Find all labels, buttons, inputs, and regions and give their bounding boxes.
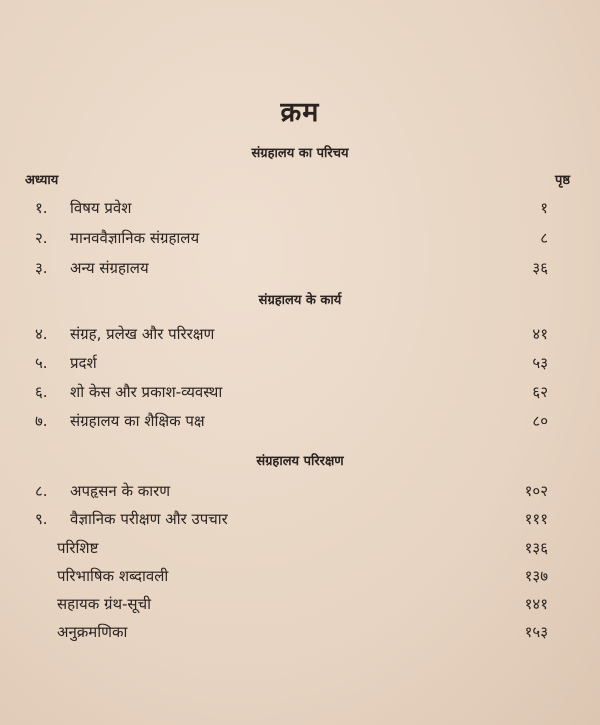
toc-entry (0, 538, 600, 566)
toc-entry (0, 509, 600, 537)
toc-entry (0, 382, 600, 410)
chapter-number: ८. (35, 482, 48, 500)
chapter-title: संग्रह, प्रलेख और परिरक्षण (70, 325, 215, 343)
toc-entry (0, 411, 600, 439)
chapter-title: अन्य संग्रहालय (70, 259, 149, 277)
page-number: १०२ (524, 482, 548, 500)
page-number: ८० (532, 412, 548, 430)
chapter-number: ९. (35, 510, 48, 528)
chapter-number: ६. (35, 383, 48, 401)
chapter-number: १. (35, 199, 48, 217)
appendix-title: परिशिष्ट (57, 539, 99, 557)
contents-title: क्रम (280, 97, 320, 128)
page-number: ८ (540, 229, 548, 247)
page-number: १४१ (524, 595, 548, 613)
chapter-number: ७. (35, 412, 48, 430)
page-number: १३६ (524, 539, 548, 557)
glossary-title: परिभाषिक शब्दावली (57, 567, 169, 585)
chapter-number: २. (35, 229, 48, 247)
section-heading-introduction: संग्रहालय का परिचय (251, 146, 349, 161)
chapter-number: ३. (35, 259, 48, 277)
toc-entry (0, 324, 600, 352)
page-number: ६२ (532, 383, 548, 401)
section-heading-preservation: संग्रहालय परिरक्षण (256, 454, 344, 469)
toc-entry (0, 622, 600, 650)
page-number: १५३ (524, 623, 548, 641)
toc-entry (0, 198, 600, 226)
chapter-number: ५. (35, 354, 48, 372)
toc-entry (0, 228, 600, 256)
page-number: ५३ (532, 354, 548, 372)
chapter-title: प्रदर्श (70, 354, 97, 372)
page-number: ३६ (532, 259, 548, 277)
chapter-title: मानववैज्ञानिक संग्रहालय (70, 229, 200, 247)
page-number: ४१ (532, 325, 548, 343)
chapter-title: संग्रहालय का शैक्षिक पक्ष (70, 412, 205, 430)
toc-entry (0, 353, 600, 381)
section-heading-functions: संग्रहालय के कार्य (258, 293, 342, 308)
toc-entry (0, 594, 600, 622)
toc-entry (0, 258, 600, 286)
toc-entry (0, 566, 600, 594)
chapter-number: ४. (35, 325, 48, 343)
column-heading-chapter: अध्याय (25, 173, 59, 188)
page-number: १३७ (524, 567, 548, 585)
page-number: १११ (524, 510, 548, 528)
chapter-title: अपहृसन के कारण (70, 482, 171, 500)
chapter-title: विषय प्रवेश (70, 199, 132, 217)
chapter-title: वैज्ञानिक परीक्षण और उपचार (70, 510, 228, 528)
column-heading-page: पृष्ठ (554, 173, 570, 188)
page-number: १ (540, 199, 548, 217)
toc-entry (0, 481, 600, 509)
bibliography-title: सहायक ग्रंथ-सूची (57, 595, 151, 613)
index-title: अनुक्रमणिका (57, 623, 128, 641)
chapter-title: शो केस और प्रकाश-व्यवस्था (70, 383, 223, 401)
